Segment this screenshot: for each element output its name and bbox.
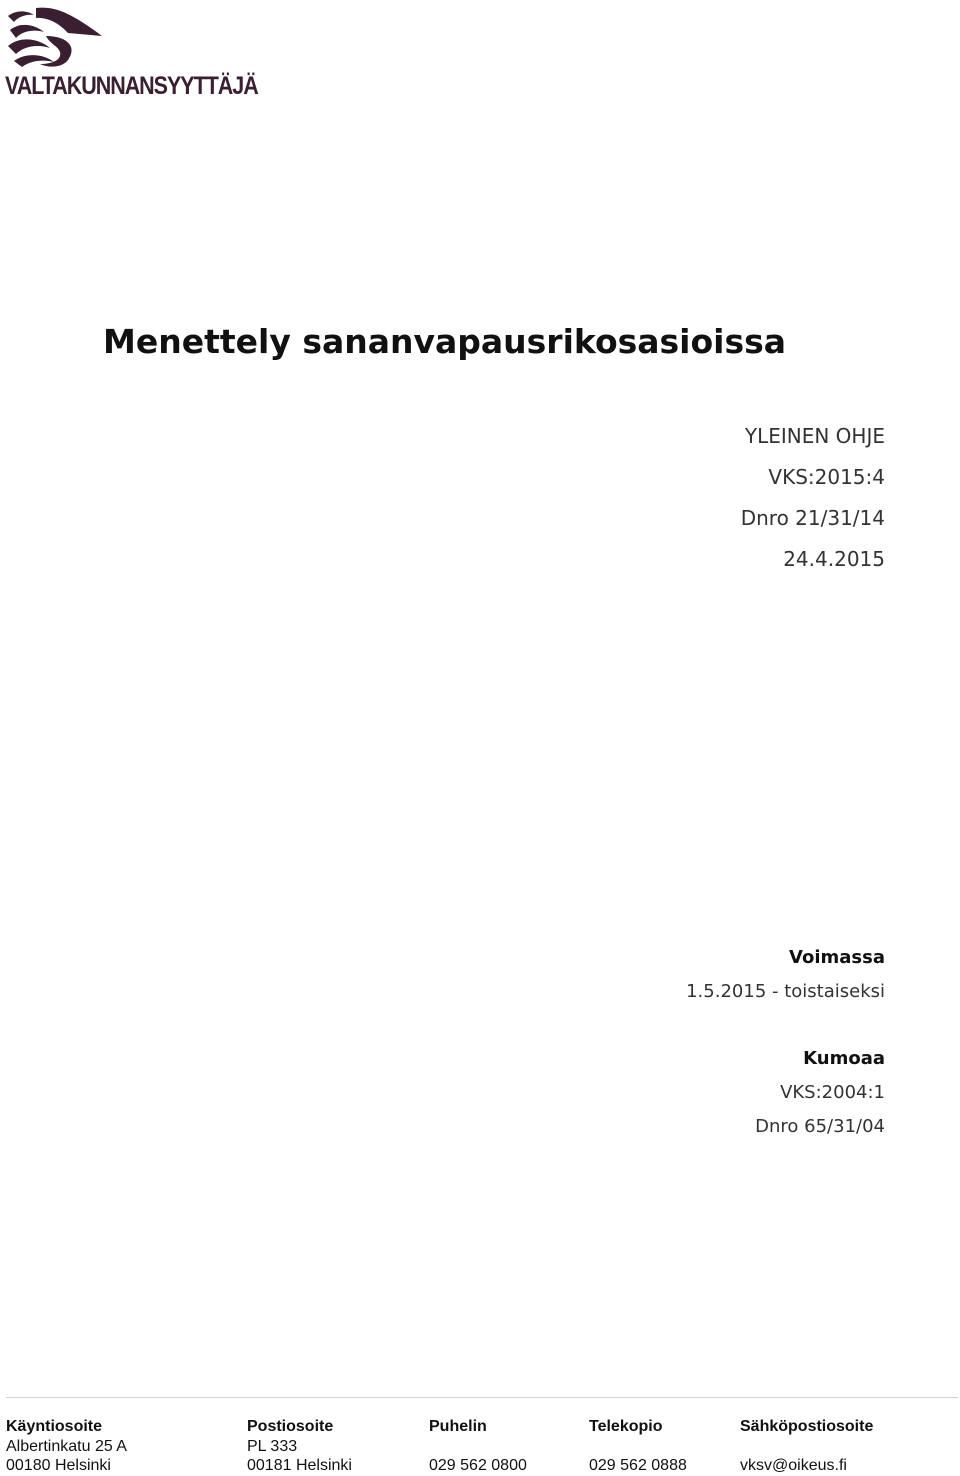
document-number: VKS:2015:4 xyxy=(768,465,885,489)
footer-col-fax xyxy=(589,1417,687,1476)
footer-line: 00180 Helsinki xyxy=(6,1457,111,1474)
footer-col-email xyxy=(740,1417,873,1476)
footer-col-postal-address xyxy=(247,1417,352,1476)
repeals-document: VKS:2004:1 xyxy=(780,1082,885,1103)
footer-heading: Sähköpostiosoite xyxy=(740,1418,874,1435)
footer-line: 029 562 0888 xyxy=(589,1457,687,1474)
logo xyxy=(4,6,258,100)
footer-line[interactable]: vksv@oikeus.fi xyxy=(740,1457,847,1474)
record-number: Dnro 21/31/14 xyxy=(740,506,885,530)
document-title: Menettely sananvapausrikosasioissa xyxy=(103,322,787,361)
footer-line: Albertinkatu 25 A xyxy=(6,1437,127,1455)
footer-heading: Käyntiosoite xyxy=(6,1418,103,1435)
validity-value: 1.5.2015 - toistaiseksi xyxy=(686,981,885,1002)
footer-line xyxy=(740,1437,873,1457)
footer-col-visiting-address xyxy=(6,1417,127,1476)
valtakunnansyyttaja-logo-icon xyxy=(6,6,106,68)
document-meta xyxy=(741,416,885,580)
footer-divider xyxy=(6,1397,958,1398)
footer-line xyxy=(429,1437,527,1457)
footer-line: 029 562 0800 xyxy=(429,1457,527,1474)
repeals-heading: Kumoaa xyxy=(803,1048,885,1069)
validity-block xyxy=(686,941,885,1009)
footer-heading: Postiosoite xyxy=(247,1418,334,1435)
validity-heading: Voimassa xyxy=(789,947,885,968)
footer-line xyxy=(589,1437,687,1457)
footer-line: 00181 Helsinki xyxy=(247,1457,352,1474)
footer-col-phone xyxy=(429,1417,527,1476)
repeals-record: Dnro 65/31/04 xyxy=(755,1116,885,1137)
logo-wordmark: VALTAKUNNANSYYTTÄJÄ xyxy=(5,72,258,100)
footer-line: PL 333 xyxy=(247,1437,298,1455)
repeals-block xyxy=(755,1042,885,1144)
document-type: YLEINEN OHJE xyxy=(744,424,885,448)
footer-heading: Telekopio xyxy=(589,1418,663,1435)
footer-heading: Puhelin xyxy=(429,1418,487,1435)
document-date: 24.4.2015 xyxy=(783,547,885,571)
